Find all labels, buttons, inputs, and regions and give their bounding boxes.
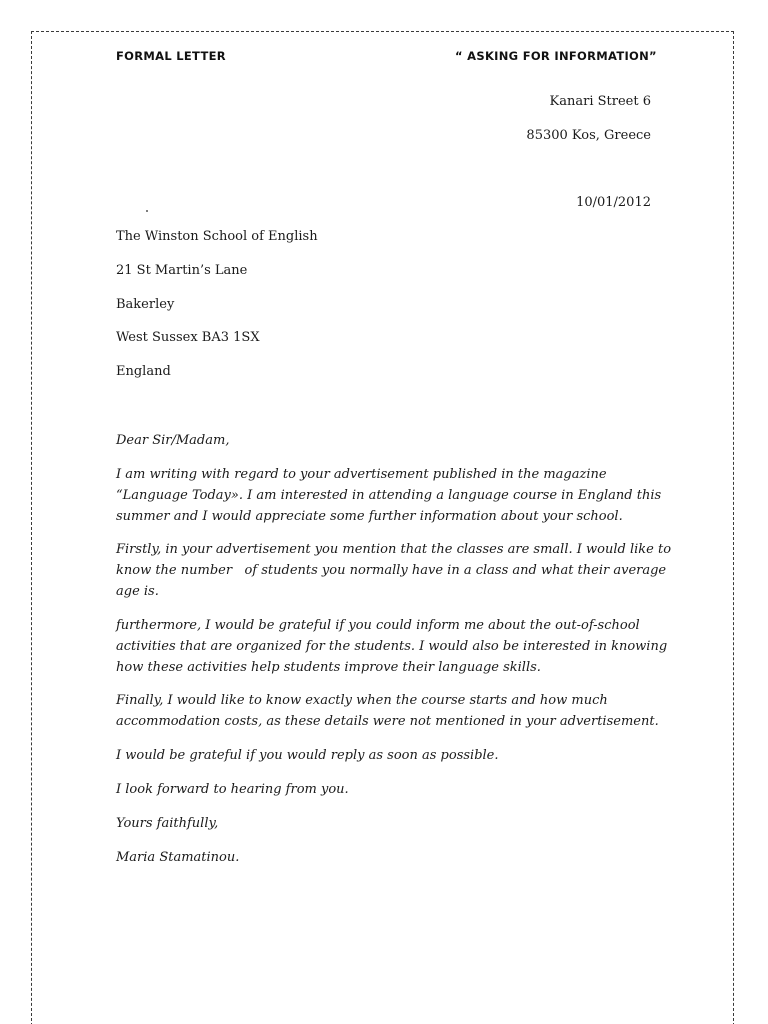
paragraph-line: activities that are organized for the students. I would also be interested in knowing bbox=[116, 639, 668, 654]
header-asking-for-information: “ ASKING FOR INFORMATION” bbox=[455, 49, 657, 63]
sender-street: Kanari Street 6 bbox=[549, 94, 651, 109]
paragraph-line: I am writing with regard to your advertisement published in the magazine bbox=[116, 467, 607, 482]
paragraph-line: know the number of students you normally have in a class and what their average bbox=[116, 563, 667, 578]
sender-city: 85300 Kos, Greece bbox=[526, 128, 651, 143]
letter-date: 10/01/2012 bbox=[576, 195, 651, 210]
paragraph-line: I look forward to hearing from you. bbox=[116, 782, 349, 797]
paragraph-3 bbox=[116, 615, 668, 678]
paragraph-line: furthermore, I would be grateful if you could inform me about the out-of-school bbox=[116, 618, 640, 633]
dashed-page-border bbox=[31, 31, 734, 1024]
paragraph-line: “Language Today». I am interested in attending a language course in England this bbox=[116, 488, 662, 503]
paragraph-5 bbox=[116, 745, 656, 766]
paragraph-line: summer and I would appreciate some further information about your school. bbox=[116, 509, 623, 524]
recipient-line: The Winston School of English bbox=[116, 229, 318, 244]
paragraph-6 bbox=[116, 779, 656, 800]
paragraph-4 bbox=[116, 690, 659, 732]
closing: Yours faithfully, bbox=[116, 816, 219, 831]
paragraph-line: Finally, I would like to know exactly when the course starts and how much bbox=[116, 693, 608, 708]
paragraph-1 bbox=[116, 464, 662, 527]
salutation: Dear Sir/Madam, bbox=[116, 433, 230, 448]
recipient-line: England bbox=[116, 364, 171, 379]
recipient-line: 21 St Martin’s Lane bbox=[116, 263, 248, 278]
recipient-line: Bakerley bbox=[116, 297, 175, 312]
paragraph-line: accommodation costs, as these details were not mentioned in your advertisement. bbox=[116, 714, 659, 729]
stray-dot bbox=[146, 210, 148, 212]
paragraph-2 bbox=[116, 539, 672, 602]
signature: Maria Stamatinou. bbox=[116, 850, 240, 865]
paragraph-line: how these activities help students improve their language skills. bbox=[116, 660, 541, 675]
recipient-line: West Sussex BA3 1SX bbox=[116, 330, 260, 345]
paragraph-line: I would be grateful if you would reply as soon as possible. bbox=[116, 748, 499, 763]
header-formal-letter: FORMAL LETTER bbox=[116, 49, 226, 63]
paragraph-line: age is. bbox=[116, 584, 159, 599]
paragraph-line: Firstly, in your advertisement you mention that the classes are small. I would like to bbox=[116, 542, 672, 557]
